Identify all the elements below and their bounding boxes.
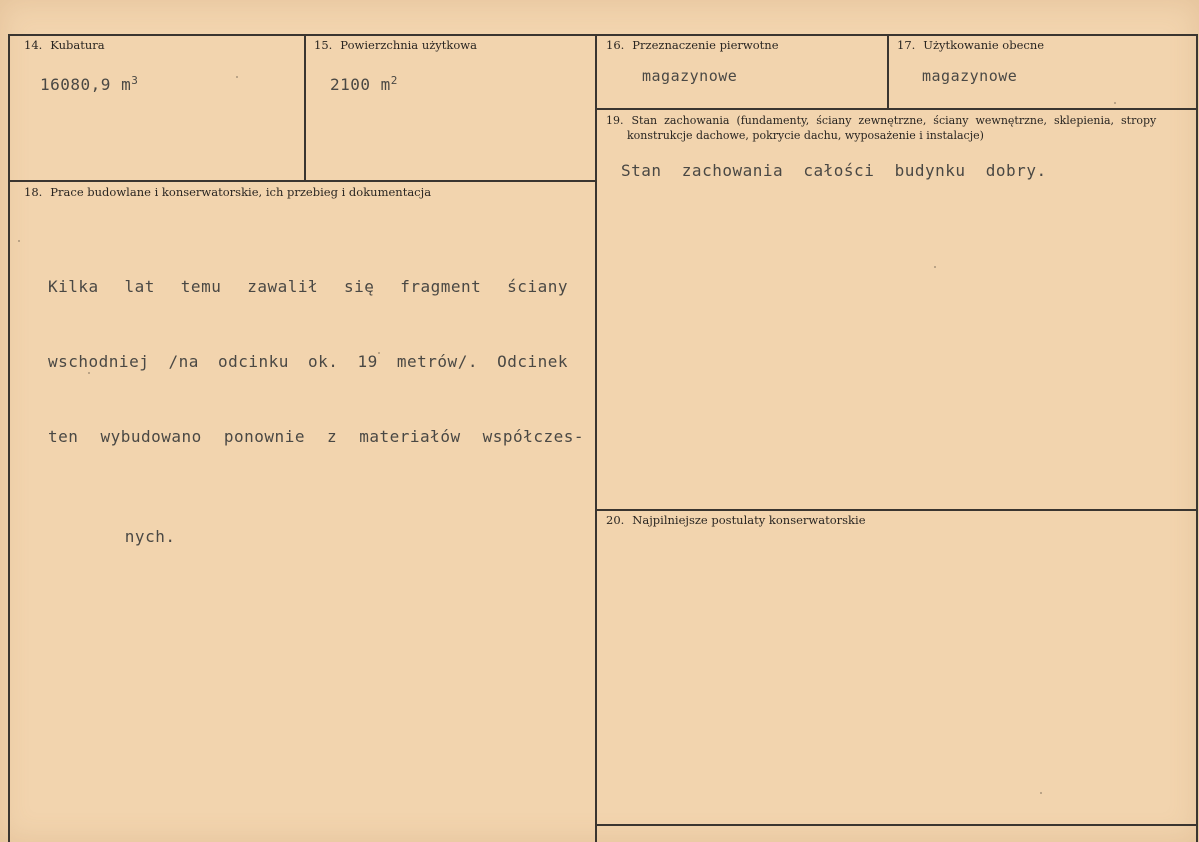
paper-speck xyxy=(934,266,936,268)
divider-14-15 xyxy=(304,34,306,181)
prace-line-2: wschodniej /na odcinku ok. 19 metrów/. Odcinek xyxy=(48,352,568,371)
stan-label: 19. Stan zachowania (fundamenty, ściany zewnętrzne, ściany wewnętrzne, sklepienia, stropy xyxy=(606,114,1157,127)
prace-line-4: nych. xyxy=(124,527,176,546)
left-border-line xyxy=(8,34,10,842)
prace-line-3: ten wybudowano ponownie z materiałów współczes- xyxy=(48,427,584,446)
przeznaczenie-label: 16. Przeznaczenie pierwotne xyxy=(606,38,779,52)
przeznaczenie-value: magazynowe xyxy=(642,67,738,85)
prace-line-1: Kilka lat temu zawalił się fragment ściany xyxy=(48,277,568,296)
paper-speck xyxy=(236,76,238,78)
section-18-top-line xyxy=(8,180,596,182)
prace-label: 18. Prace budowlane i konserwatorskie, ich przebieg i dokumentacja xyxy=(24,185,432,199)
paper-speck xyxy=(88,372,90,374)
prace-text xyxy=(48,224,584,624)
uzytkowanie-value: magazynowe xyxy=(922,67,1018,85)
kubatura-label: 14. Kubatura xyxy=(24,38,105,52)
kubatura-value: 16080,9 $m^3$ xyxy=(40,74,139,94)
divider-16-17 xyxy=(887,34,889,109)
powierzchnia-label: 15. Powierzchnia użytkowa xyxy=(314,38,477,52)
top-border-line xyxy=(8,34,1197,36)
stan-value: Stan zachowania całości budynku dobry. xyxy=(621,161,1047,180)
bottom-border-line xyxy=(596,824,1197,826)
paper-speck xyxy=(1114,102,1116,104)
paper-speck xyxy=(378,352,380,354)
uzytkowanie-label: 17. Użytkowanie obecne xyxy=(897,38,1045,52)
stan-label-line2: konstrukcje dachowe, pokrycie dachu, wyposażenie i instalacje) xyxy=(627,129,984,142)
center-divider xyxy=(595,34,597,842)
section-19-top-line xyxy=(596,108,1197,110)
powierzchnia-value: 2100 $m^2$ xyxy=(330,74,398,94)
paper-speck xyxy=(18,240,20,242)
section-20-top-line xyxy=(596,509,1197,511)
right-border-line xyxy=(1196,34,1198,842)
paper-speck xyxy=(1040,792,1042,794)
postulaty-label: 20. Najpilniejsze postulaty konserwatorskie xyxy=(606,513,866,527)
